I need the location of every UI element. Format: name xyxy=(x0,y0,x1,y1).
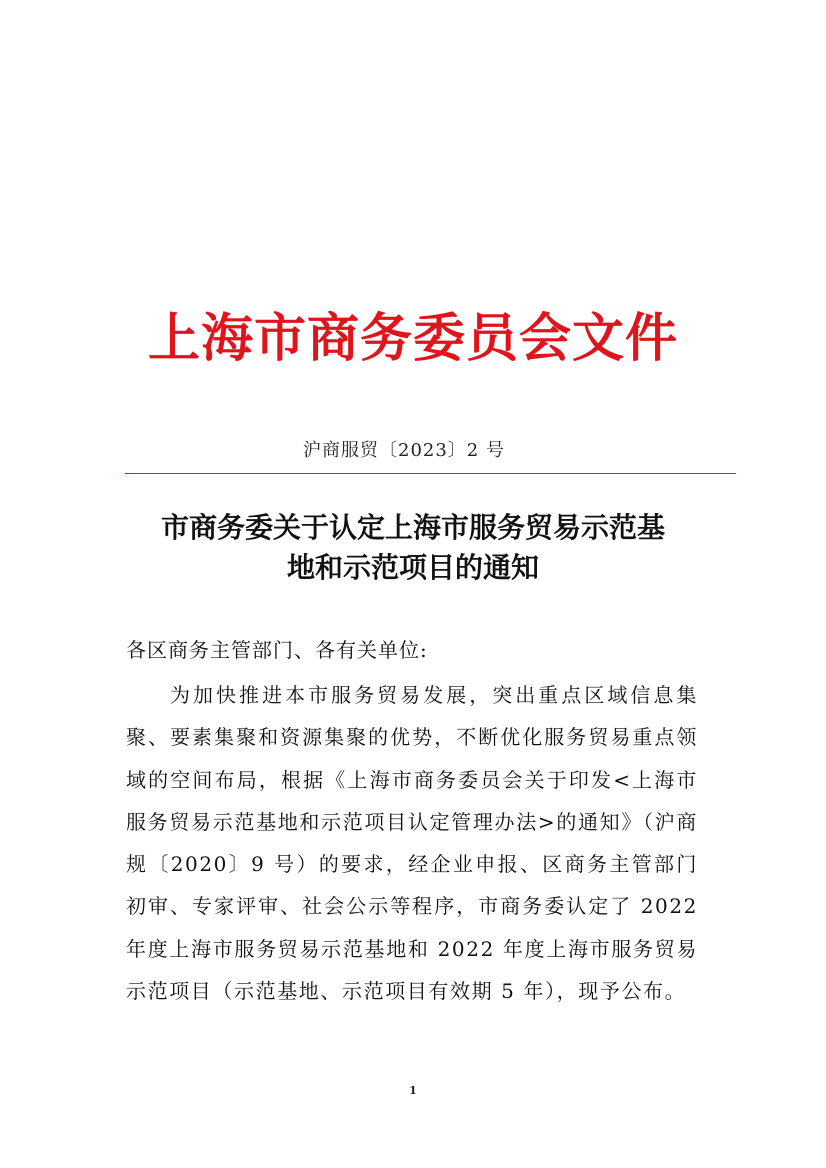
red-divider-line xyxy=(125,473,736,474)
notice-title xyxy=(100,508,726,588)
salutation: 各区商务主管部门、各有关单位: xyxy=(126,638,428,662)
document-number: 沪商服贸〔2023〕2 号 xyxy=(303,440,505,461)
document-header-title: 上海市商务委员会文件 xyxy=(147,308,678,369)
notice-title-line-1: 市商务委关于认定上海市服务贸易示范基 xyxy=(160,511,665,544)
body-paragraph: 为加快推进本市服务贸易发展，突出重点区域信息集聚、要素集聚和资源集聚的优势，不断优化服务贸易重点领域的空间布局，根据《上海市商务委员会关于印发<上海市服务贸易示范基地和示范项目认定管理办法>的通知》（沪商规〔2020〕9 号）的要求，经企业申报、区商务主管部门初审、专家评审、社会公示等程序，市商务委认定了 2022 年度上海市服务贸易示范基地和 2022 年度上海市服务贸易示范项目（示范基地、示范项目有效期 5 年），现予公布。 xyxy=(126,683,698,1004)
notice-title-line-2: 地和示范项目的通知 xyxy=(286,551,539,584)
page-number: 1 xyxy=(409,1084,417,1097)
